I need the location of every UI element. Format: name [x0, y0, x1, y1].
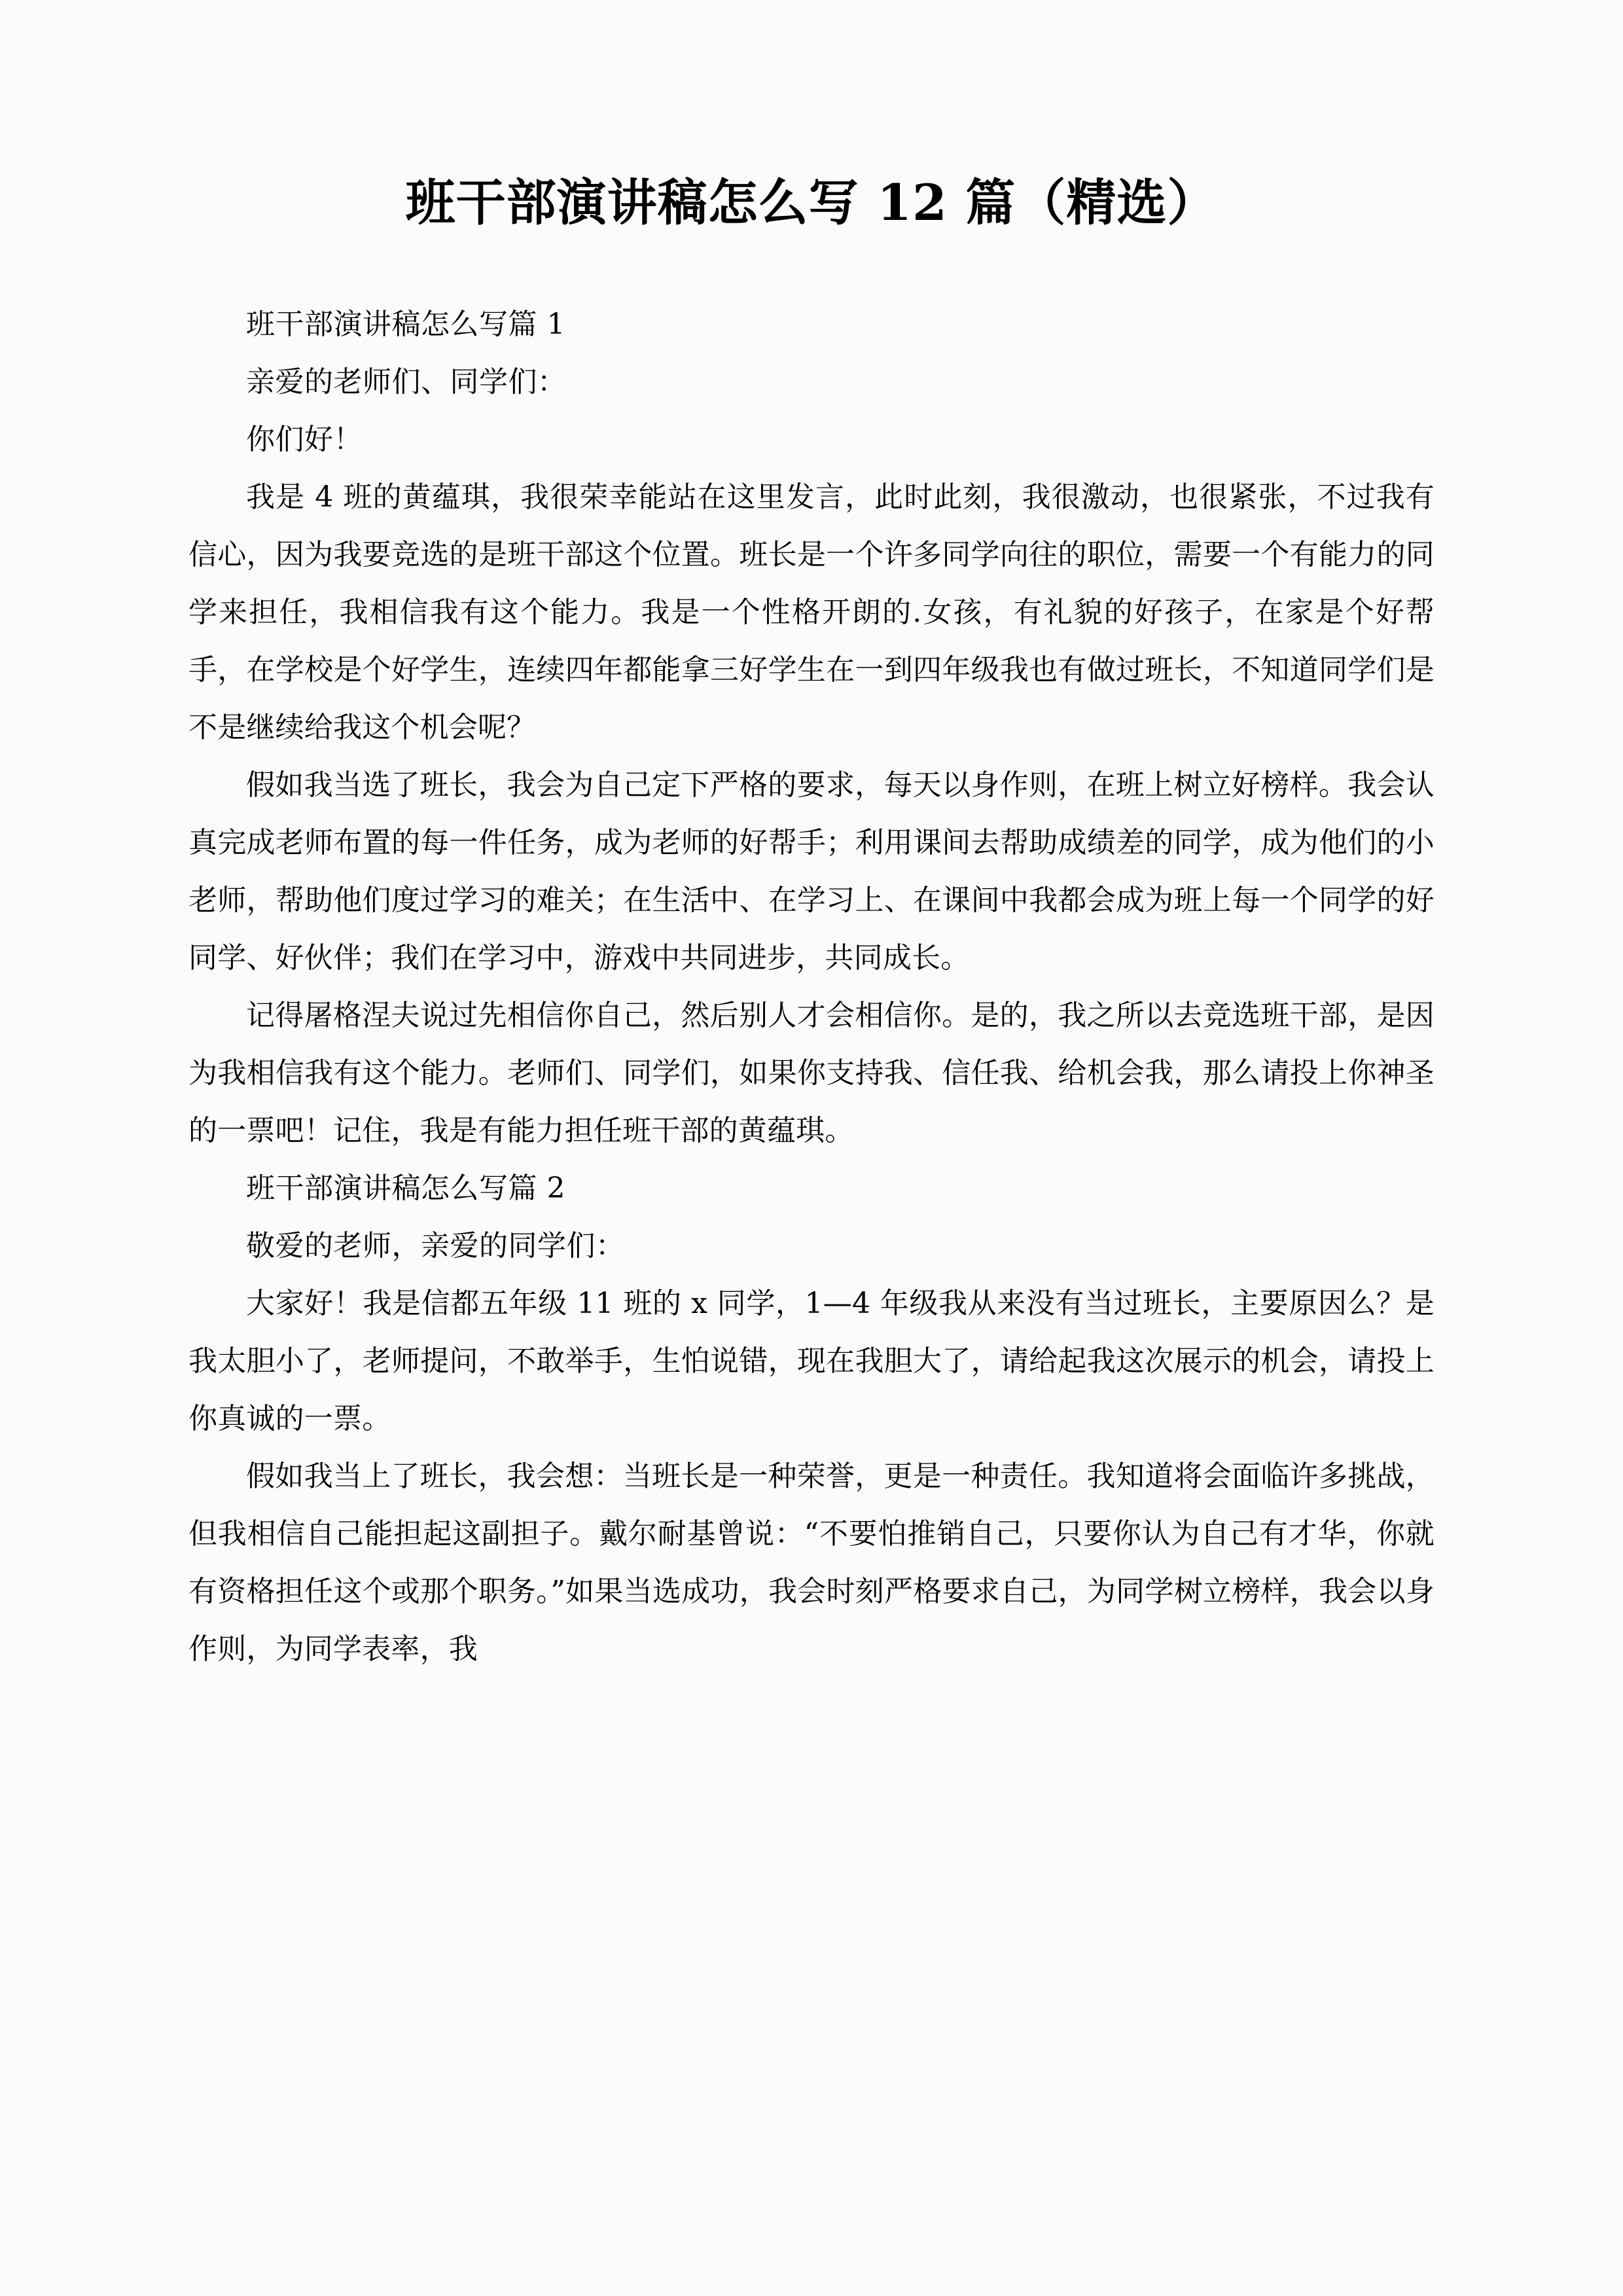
- greeting-1: 你们好！: [246, 423, 363, 456]
- paragraph-1-2: 假如我当选了班长，我会为自己定下严格的要求，每天以身作则，在班上树立好榜样。我会认真完成老师布置的每一件任务，成为老师的好帮手；利用课间去帮助成绩差的同学，成为他们的小老师，帮助他们度过学习的难关；在生活中、在学习上、在课间中我都会成为班上每一个同学的好同学、好伙伴；我们在学习中，游戏中共同进步，共同成长。: [188, 768, 1435, 975]
- section-heading-2: 班干部演讲稿怎么写篇 2: [246, 1172, 565, 1205]
- page-title: 班干部演讲稿怎么写 12 篇（精选）: [405, 173, 1218, 232]
- title-spacer: [188, 228, 1435, 296]
- salutation-1: 亲爱的老师们、同学们：: [246, 365, 567, 399]
- paragraph-2-1: 大家好！我是信都五年级 11 班的 x 同学，1—4 年级我从来没有当过班长，主要原因么？是我太胆小了，老师提问，不敢举手，生怕说错，现在我胆大了，请给起我这次展示的机会，请投上你真诚的一票。: [188, 1287, 1435, 1435]
- paragraph-2-2: 假如我当上了班长，我会想：当班长是一种荣誉，更是一种责任。我知道将会面临许多挑战，但我相信自己能担起这副担子。戴尔耐基曾说：“不要怕推销自己，只要你认为自己有才华，你就有资格担任这个或那个职务。”如果当选成功，我会时刻严格要求自己，为同学树立榜样，我会以身作则，为同学表率，我: [188, 1460, 1435, 1666]
- section-heading-1: 班干部演讲稿怎么写篇 1: [246, 308, 565, 341]
- salutation-2: 敬爱的老师，亲爱的同学们：: [246, 1229, 625, 1263]
- document-content: [188, 0, 1435, 1678]
- paragraph-1-1: 我是 4 班的黄蕴琪，我很荣幸能站在这里发言，此时此刻，我很激动，也很紧张，不过我有信心，因为我要竞选的是班干部这个位置。班长是一个许多同学向往的职位，需要一个有能力的同学来担任，我相信我有这个能力。我是一个性格开朗的.女孩，有礼貌的好孩子，在家是个好帮手，在学校是个好学生，连续四年都能拿三好学生在一到四年级我也有做过班长，不知道同学们是不是继续给我这个机会呢？: [188, 480, 1435, 744]
- paragraph-1-3: 记得屠格涅夫说过先相信你自己，然后别人才会相信你。是的，我之所以去竞选班干部，是因为我相信我有这个能力。老师们、同学们，如果你支持我、信任我、给机会我，那么请投上你神圣的一票吧！记住，我是有能力担任班干部的黄蕴琪。: [188, 999, 1435, 1147]
